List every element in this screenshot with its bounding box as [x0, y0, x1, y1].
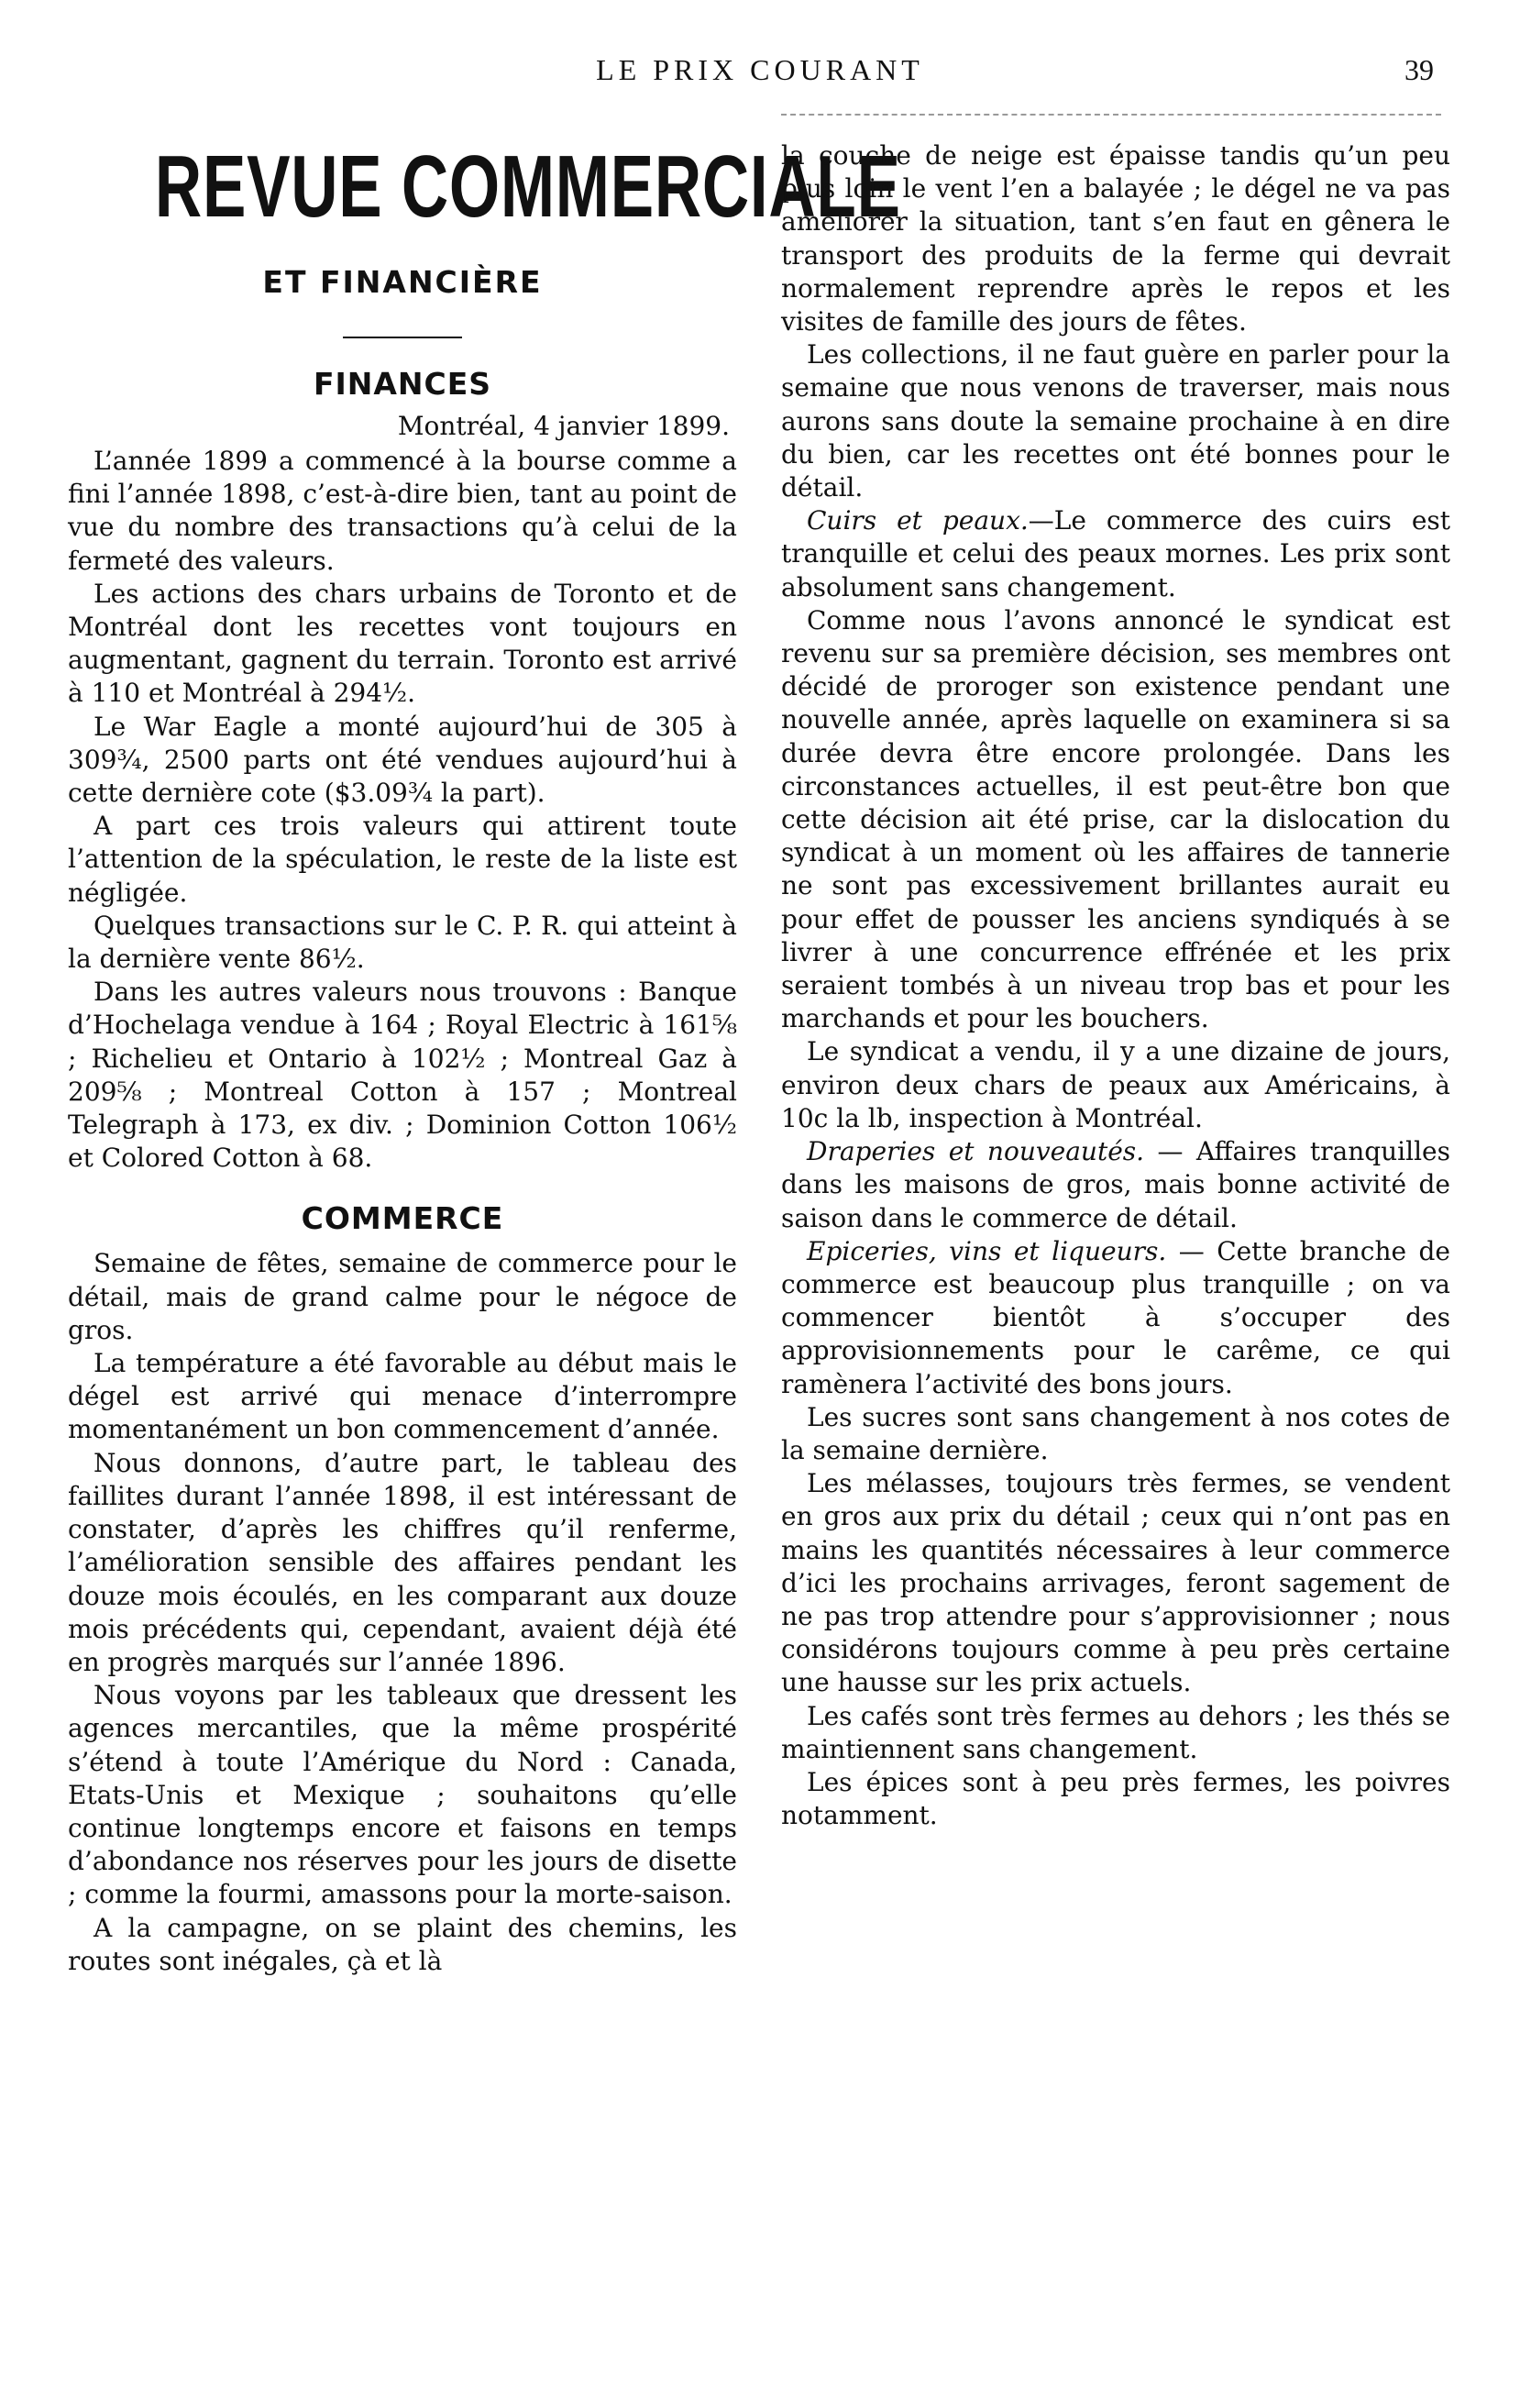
- paragraph-text: Comme nous l’avons annoncé le syndicat est revenu sur sa première décision, ses membres ont décidé de proroger son existence pendant une nouvelle année, après laquelle on examinera si sa durée devra être encore prolongée. Dans les circonstances actuelles, il est peut-être bon que cette décision ait été prise, car la dislocation du syndicat à un moment où les affaires de tannerie ne sont pas excessivement brillantes aurait eu pour effet de pousser les anciens syndiqués à se livrer à une concurrence effrénée et les prix seraient tombés à un niveau trop bas et pour les marchands et pour les bouchers.: [781, 604, 1450, 1034]
- paragraph-text: Les cafés sont très fermes au dehors ; les thés se maintiennent sans changement.: [781, 1700, 1450, 1764]
- finances-paragraph: A part ces trois valeurs qui attirent toute l’attention de la spéculation, le reste de la liste est négligée.: [68, 811, 737, 908]
- paragraph-text: Les mélasses, toujours très fermes, se vendent en gros aux prix du détail ; ceux qui n’ont pas en mains les quantités nécessaires à leur commerce d’ici les prochains arrivages, feront sagement de ne pas trop attendre pour s’approvisionner ; nous considérons toujours comme à peu près certaine une hausse sur les prix actuels.: [781, 1468, 1450, 1698]
- running-title: LE PRIX COURANT: [596, 53, 924, 86]
- commerce-paragraph: [781, 139, 1450, 338]
- section-divider: [343, 337, 462, 338]
- commerce-paragraph: La température a été favorable au début mais le dégel est arrivé qui menace d’interrompre momentanément un bon commencement d’année.: [68, 1348, 737, 1445]
- commerce-paragraph: [781, 1401, 1450, 1467]
- commerce-paragraph: Semaine de fêtes, semaine de commerce pour le détail, mais de grand calme pour le négoce de gros.: [68, 1248, 737, 1345]
- commerce-paragraph: Nous voyons par les tableaux que dressent les agences mercantiles, que la même prospérité s’étend à toute l’Amérique du Nord : Canada, Etats-Unis et Mexique ; souhaitons qu’elle continue longtemps encore et faisons en temps d’abondance nos réserves pour les jours de disette ; comme la fourmi, amassons pour la morte-saison.: [68, 1680, 737, 1910]
- commerce-paragraph: [781, 1135, 1450, 1235]
- paragraph-text: Les épices sont à peu près fermes, les poivres notamment.: [781, 1766, 1450, 1831]
- left-column: [68, 138, 901, 2358]
- commerce-paragraph: [781, 604, 1450, 1036]
- finances-paragraph: Le War Eagle a monté aujourd’hui de 305 à 309¾, 2500 parts ont été vendues aujourd’hui à cette dernière cote ($3.09¾ la part).: [68, 711, 737, 809]
- paragraph-text: la couche de neige est épaisse tandis qu’un peu plus loin le vent l’en a balayée ; le dégel ne va pas améliorer la situation, tant s’en faut en gênera le transport des produits de la ferme qui devrait normalement reprendre après le repos et les visites de famille des jours de fêtes.: [781, 140, 1450, 337]
- commerce-paragraph: [781, 1700, 1450, 1766]
- commerce-paragraph: [781, 338, 1450, 504]
- paragraph-text: Les collections, il ne faut guère en parler pour la semaine que nous venons de traverser, mais nous aurons sans doute la semaine prochaine à en dire du bien, car les recettes ont été bonnes pour le détail.: [781, 339, 1450, 503]
- paragraph-lead: Draperies et nouveautés.: [807, 1136, 1145, 1167]
- paragraph-text: —Le commerce des cuirs est tranquille et celui des peaux mornes. Les prix sont absolument sans changement.: [781, 505, 1451, 602]
- page-header: [0, 53, 1520, 108]
- commerce-paragraph: Nous donnons, d’autre part, le tableau des faillites durant l’année 1898, il est intéressant de constater, d’après les chiffres qu’il renferme, l’amélioration sensible des affaires pendant les douze mois écoulés, en les comparant aux douze mois précédents qui, cependant, avaient déjà été en progrès marqués sur l’année 1896.: [68, 1447, 737, 1677]
- masthead-title: REVUE COMMERCIALE: [154, 138, 901, 236]
- commerce-paragraph: [781, 1766, 1450, 1832]
- header-rule: [781, 114, 1441, 116]
- commerce-paragraph: [781, 1235, 1450, 1401]
- finances-body: [68, 445, 737, 1175]
- finances-paragraph: Dans les autres valeurs nous trouvons : Banque d’Hochelaga vendue à 164 ; Royal Electric à 161⅝ ; Richelieu et Ontario à 102½ ; Montreal Gaz à 209⅝ ; Montreal Cotton à 157 ; Montreal Telegraph à 173, ex div. ; Dominion Cotton 106½ et Colored Cotton à 68.: [68, 977, 737, 1174]
- paragraph-lead: Epiceries, vins et liqueurs.: [807, 1235, 1167, 1266]
- commerce-paragraph: [781, 1035, 1450, 1135]
- paragraph-text: — Affaires tranquilles dans les maisons de gros, mais bonne activité de saison dans le commerce de détail.: [781, 1136, 1450, 1233]
- paragraph-text: Les sucres sont sans changement à nos cotes de la semaine dernière.: [781, 1401, 1450, 1465]
- finances-paragraph: Les actions des chars urbains de Toronto et de Montréal dont les recettes vont toujours en augmentant, gagnent du terrain. Toronto est arrivé à 110 et Montréal à 294½.: [68, 578, 737, 709]
- commerce-paragraph: A la campagne, on se plaint des chemins, les routes sont inégales, çà et là: [68, 1912, 737, 1976]
- dateline: Montréal, 4 janvier 1899.: [397, 411, 730, 441]
- paragraph-text: Le syndicat a vendu, il y a une dizaine de jours, environ deux chars de peaux aux Américains, à 10c la lb, inspection à Montréal.: [781, 1036, 1450, 1133]
- right-column: [781, 139, 1450, 2358]
- finances-paragraph: L’année 1899 a commencé à la bourse comme a fini l’année 1898, c’est-à-dire bien, tant au point de vue du nombre des transactions qu’à celui de la fermeté des valeurs.: [68, 446, 737, 576]
- commerce-body-left: [68, 1247, 737, 1977]
- page-number: 39: [1404, 53, 1434, 86]
- commerce-paragraph: [781, 504, 1450, 604]
- paragraph-lead: Cuirs et peaux.: [807, 505, 1029, 536]
- finances-heading: FINANCES: [313, 366, 492, 402]
- masthead-subtitle: ET FINANCIÈRE: [262, 264, 543, 300]
- paragraph-text: — Cette branche de commerce est beaucoup plus tranquille ; on va commencer bientôt à s’occuper des approvisionnements pour le carême, ce qui ramènera l’activité des bons jours.: [781, 1235, 1450, 1399]
- finances-paragraph: Quelques transactions sur le C. P. R. qui atteint à la dernière vente 86½.: [68, 910, 737, 975]
- commerce-paragraph: [781, 1467, 1450, 1699]
- commerce-heading: COMMERCE: [301, 1200, 504, 1237]
